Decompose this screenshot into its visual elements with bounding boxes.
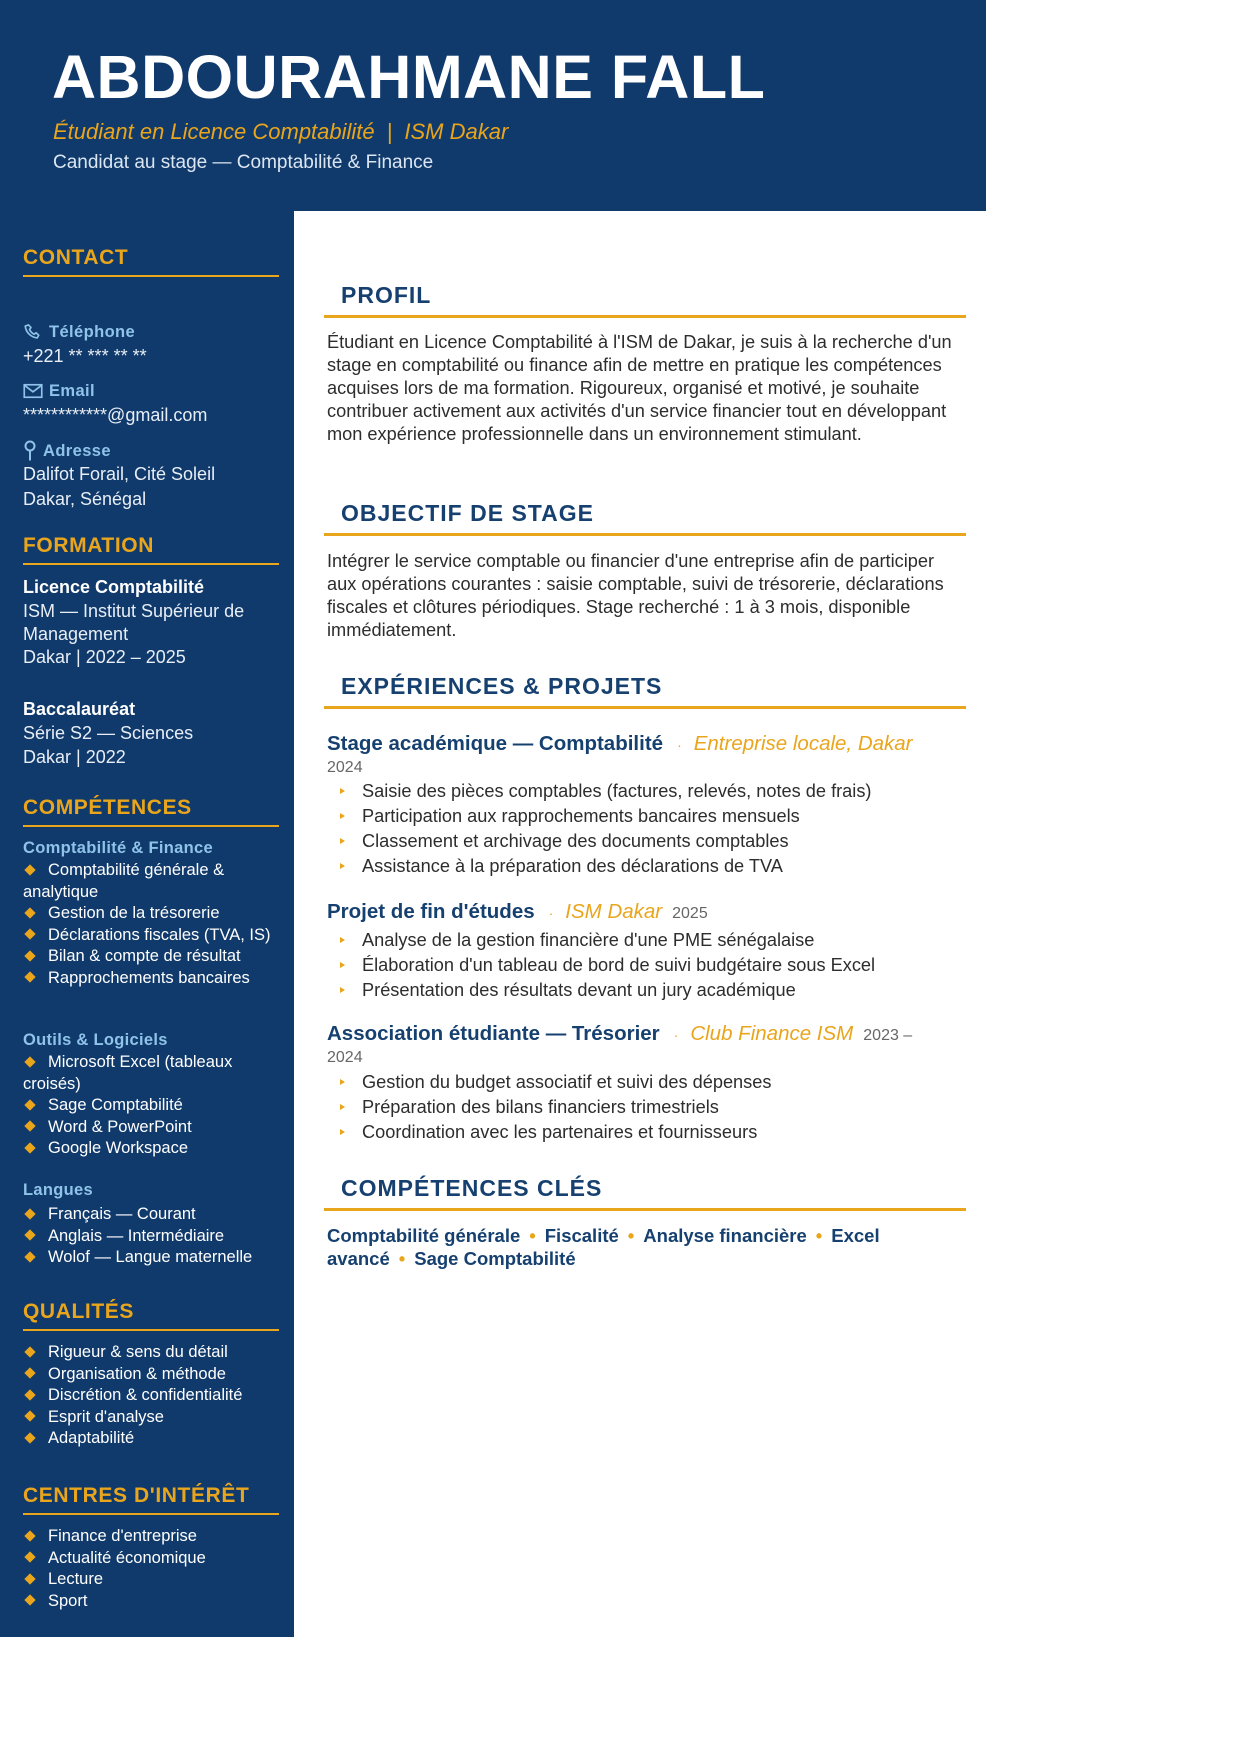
diamond-bullet-icon (24, 950, 35, 961)
experience-bullets (338, 928, 968, 1003)
formation-school: Série S2 — Sciences (23, 723, 194, 743)
envelope-icon (23, 383, 43, 399)
competences-title: COMPÉTENCES (23, 795, 279, 827)
key-skill: Excel avancé (327, 1225, 880, 1269)
triangle-bullet-icon (340, 1104, 345, 1110)
list-item: Élaboration d'un tableau de bord de suivi budgétaire sous Excel (338, 953, 968, 978)
tagline-separator: | (386, 119, 393, 144)
location-pin-icon (23, 440, 37, 462)
experience-bullets (338, 779, 968, 879)
diamond-bullet-icon (24, 1208, 35, 1219)
experience-year-continued: 2024 (327, 1049, 363, 1066)
experience-title-line (327, 732, 967, 757)
list-item: Préparation des bilans financiers trimestriels (338, 1095, 968, 1120)
formation-place-date: Dakar | 2022 (23, 747, 126, 767)
phone-label-text: Téléphone (49, 323, 136, 341)
diamond-bullet-icon (24, 1142, 35, 1153)
triangle-bullet-icon (340, 838, 345, 844)
profil-heading (324, 281, 966, 318)
cles-title: COMPÉTENCES CLÉS (341, 1175, 603, 1201)
skill-group-label: Langues (23, 1181, 93, 1199)
list-item: Rapprochements bancaires (23, 968, 285, 990)
formation-degree: Licence Comptabilité (23, 577, 205, 597)
list-item: Saisie des pièces comptables (factures, relevés, notes de frais) (338, 779, 968, 804)
list-item: Discrétion & confidentialité (23, 1385, 285, 1407)
header-banner (0, 0, 986, 211)
key-skill: Comptabilité générale (327, 1225, 521, 1246)
experience-title: Projet de fin d'études (327, 900, 535, 923)
list-item: Gestion du budget associatif et suivi des dépenses (338, 1070, 968, 1095)
formation-title: FORMATION (23, 533, 279, 565)
list-item: Adaptabilité (23, 1428, 285, 1450)
dot-separator: · (548, 905, 554, 921)
dot-separator: · (673, 1027, 679, 1043)
tagline (53, 118, 508, 146)
contact-title: CONTACT (23, 245, 279, 277)
list-item: Word & PowerPoint (23, 1117, 285, 1139)
list-item: Classement et archivage des documents comptables (338, 829, 968, 854)
list-item: Lecture (23, 1569, 285, 1591)
triangle-bullet-icon (340, 937, 345, 943)
diamond-bullet-icon (24, 864, 35, 875)
diamond-bullet-icon (24, 1530, 35, 1541)
list-item: Actualité économique (23, 1548, 285, 1570)
objectif-heading (324, 499, 966, 536)
phone-label (23, 322, 135, 342)
interets-list (23, 1526, 285, 1612)
list-item: Présentation des résultats devant un jury académique (338, 978, 968, 1003)
diamond-bullet-icon (24, 1056, 35, 1067)
experience-year: 2023 – (863, 1027, 913, 1044)
experience-org: Club Finance ISM (690, 1022, 854, 1045)
address-label (23, 440, 111, 462)
diamond-bullet-icon (24, 1099, 35, 1110)
address-line1: Dalifot Forail, Cité Soleil (23, 464, 216, 484)
bullet-separator: • (398, 1248, 406, 1269)
list-item: Comptabilité générale & analytique (23, 861, 225, 901)
list-item: Assistance à la préparation des déclarations de TVA (338, 854, 968, 879)
skill-list (23, 860, 285, 989)
experience-title-line (327, 1022, 967, 1048)
diamond-bullet-icon (24, 1229, 35, 1240)
skill-list (23, 1052, 285, 1160)
bullet-separator: • (815, 1225, 823, 1246)
experience-year: 2024 (327, 759, 363, 776)
formation-place-date: Dakar | 2022 – 2025 (23, 647, 186, 667)
formation-school: ISM — Institut Supérieur de Management (23, 601, 245, 644)
qualites-title: QUALITÉS (23, 1299, 279, 1331)
objectif-title: OBJECTIF DE STAGE (341, 500, 594, 526)
triangle-bullet-icon (340, 863, 345, 869)
experiences-title: EXPÉRIENCES & PROJETS (341, 673, 663, 699)
candidate-name: ABDOURAHMANE FALL (52, 43, 766, 111)
list-item: Rigueur & sens du détail (23, 1342, 285, 1364)
list-item: Gestion de la trésorerie (23, 903, 285, 925)
email-label (23, 381, 95, 401)
diamond-bullet-icon (24, 1346, 35, 1357)
diamond-bullet-icon (24, 1573, 35, 1584)
diamond-bullet-icon (24, 1594, 35, 1605)
list-item: Participation aux rapprochements bancaires mensuels (338, 804, 968, 829)
list-item: Finance d'entreprise (23, 1526, 285, 1548)
diamond-bullet-icon (24, 971, 35, 982)
skill-group-label: Outils & Logiciels (23, 1031, 168, 1049)
list-item: Bilan & compte de résultat (23, 946, 285, 968)
address-line2: Dakar, Sénégal (23, 489, 147, 509)
skill-group-label: Comptabilité & Finance (23, 839, 213, 857)
key-skill: Sage Comptabilité (414, 1248, 576, 1269)
list-item: Anglais — Intermédiaire (23, 1226, 285, 1248)
school-text: ISM Dakar (404, 119, 509, 144)
experience-bullets (338, 1070, 968, 1145)
list-item: Déclarations fiscales (TVA, IS) (23, 925, 285, 947)
diamond-bullet-icon (24, 1120, 35, 1131)
list-item: Coordination avec les partenaires et fournisseurs (338, 1120, 968, 1145)
diamond-bullet-icon (24, 1410, 35, 1421)
triangle-bullet-icon (340, 788, 345, 794)
experience-title: Association étudiante — Trésorier (327, 1022, 660, 1045)
address-label-text: Adresse (43, 442, 111, 460)
triangle-bullet-icon (340, 987, 345, 993)
diamond-bullet-icon (24, 1367, 35, 1378)
list-item: Sport (23, 1591, 285, 1613)
experiences-heading (324, 672, 966, 709)
experience-org: Entreprise locale, Dakar (693, 732, 913, 755)
triangle-bullet-icon (340, 1129, 345, 1135)
list-item: Google Workspace (23, 1138, 285, 1160)
diamond-bullet-icon (24, 1432, 35, 1443)
list-item: Organisation & méthode (23, 1364, 285, 1386)
candidate-line: Candidat au stage — Comptabilité & Finance (53, 152, 434, 173)
list-item: Sage Comptabilité (23, 1095, 285, 1117)
cles-heading (324, 1174, 966, 1211)
email-value[interactable]: ************@gmail.com (23, 405, 208, 425)
dot-separator: · (677, 737, 682, 753)
experience-title-line (327, 900, 967, 926)
key-skill: Analyse financière (643, 1225, 807, 1246)
triangle-bullet-icon (340, 813, 345, 819)
skill-list (23, 1204, 285, 1269)
phone-icon (23, 322, 43, 342)
role-text: Étudiant en Licence Comptabilité (53, 119, 375, 144)
list-item: Microsoft Excel (tableaux croisés) (23, 1053, 233, 1093)
phone-value[interactable]: +221 ** *** ** ** (23, 346, 147, 366)
triangle-bullet-icon (340, 1079, 345, 1085)
profil-title: PROFIL (341, 282, 432, 308)
diamond-bullet-icon (24, 1389, 35, 1400)
bullet-separator: • (627, 1225, 635, 1246)
list-item: Esprit d'analyse (23, 1407, 285, 1429)
experience-year: 2025 (672, 905, 708, 922)
diamond-bullet-icon (24, 928, 35, 939)
formation-degree: Baccalauréat (23, 699, 136, 719)
objectif-text: Intégrer le service comptable ou financier d'une entreprise afin de participer aux opérations courantes : saisie comptable, suivi de trésorerie, déclarations fiscales et clôtures périodiques. Stage recherché : 1 à 3 mois, disponible immédiatement. (327, 551, 944, 640)
list-item: Français — Courant (23, 1204, 285, 1226)
qualites-list (23, 1342, 285, 1450)
experience-title: Stage académique — Comptabilité (327, 732, 664, 755)
list-item: Analyse de la gestion financière d'une PME sénégalaise (338, 928, 968, 953)
interets-title: CENTRES D'INTÉRÊT (23, 1483, 279, 1515)
cles-list (327, 1224, 967, 1270)
bullet-separator: • (529, 1225, 536, 1246)
profil-text: Étudiant en Licence Comptabilité à l'ISM de Dakar, je suis à la recherche d'un stage en comptabilité ou finance afin de mettre en pratique les compétences acquises lors de ma formation. Rigoureux, organisé et motivé, je souhaite contribuer activement aux activités d'un service financier tout en développant mon expérience professionnelle dans un environnement stimulant. (327, 332, 952, 444)
key-skill: Fiscalité (544, 1225, 619, 1246)
diamond-bullet-icon (24, 907, 35, 918)
experience-org: ISM Dakar (565, 900, 663, 923)
sidebar (0, 211, 294, 1637)
email-label-text: Email (49, 382, 96, 400)
diamond-bullet-icon (24, 1551, 35, 1562)
diamond-bullet-icon (24, 1251, 35, 1262)
list-item: Wolof — Langue maternelle (23, 1247, 285, 1269)
triangle-bullet-icon (340, 962, 345, 968)
